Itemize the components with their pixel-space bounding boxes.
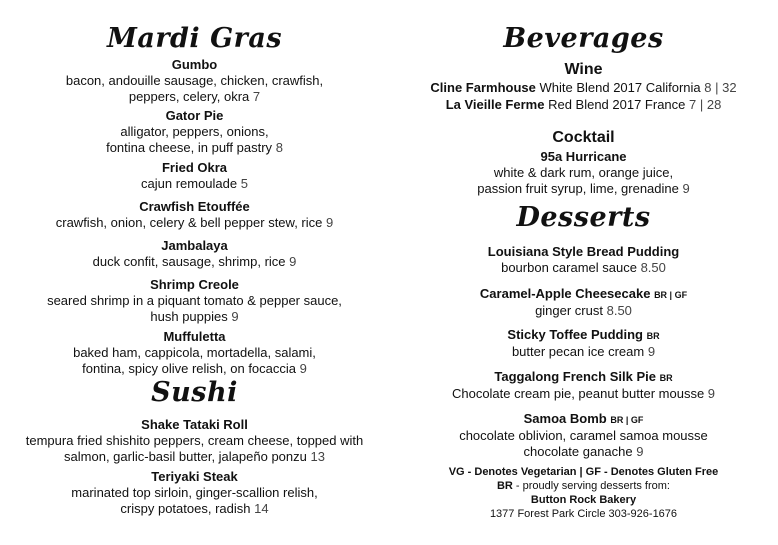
item-name: Shrimp Creole bbox=[150, 277, 239, 292]
item-desc: white & dark rum, orange juice, bbox=[493, 165, 674, 180]
item-price: 8 | 32 bbox=[704, 80, 737, 95]
menu-item-fried-okra bbox=[0, 160, 389, 192]
menu-item-samoa-bomb bbox=[389, 411, 778, 460]
item-price: 13 bbox=[310, 449, 325, 464]
item-price: 9 bbox=[647, 344, 656, 359]
item-name: Caramel-Apple Cheesecake bbox=[479, 286, 651, 301]
item-price: 5 bbox=[240, 176, 248, 191]
menu-item-sticky-toffee-pudding bbox=[389, 327, 778, 360]
footer-br-label: BR bbox=[496, 480, 513, 492]
item-price: 7 bbox=[252, 89, 261, 104]
item-desc: cajun remoulade bbox=[141, 176, 238, 191]
menu-item-crawfish-etouffee bbox=[0, 199, 389, 231]
item-desc: seared shrimp in a piquant tomato & pepper sauce, bbox=[47, 293, 342, 308]
menu-item-teriyaki-steak bbox=[0, 469, 389, 517]
item-name: Gator Pie bbox=[165, 108, 224, 123]
item-price: 7 | 28 bbox=[689, 97, 722, 112]
diet-tag: BR bbox=[659, 373, 673, 383]
item-price: 9 bbox=[289, 254, 297, 269]
menu-item-hurricane bbox=[389, 149, 778, 197]
item-desc: hush puppies bbox=[150, 309, 228, 324]
item-price: 8.50 bbox=[606, 303, 632, 318]
item-desc: crawfish, onion, celery & bell pepper stew, rice bbox=[55, 215, 323, 230]
footer-bakery: Button Rock Bakery bbox=[530, 494, 637, 506]
menu-item-gumbo bbox=[0, 57, 389, 105]
menu-item-jambalaya bbox=[0, 238, 389, 270]
item-name: Louisiana Style Bread Pudding bbox=[487, 244, 680, 259]
item-desc: chocolate oblivion, caramel samoa mousse bbox=[459, 428, 708, 443]
item-desc: bacon, andouille sausage, chicken, crawfish, bbox=[65, 73, 324, 88]
item-desc: duck confit, sausage, shrimp, rice bbox=[92, 254, 286, 269]
menu-item-gator-pie bbox=[0, 108, 389, 156]
menu-item-shake-tataki-roll bbox=[0, 417, 389, 465]
item-name: Muffuletta bbox=[163, 329, 226, 344]
item-desc: peppers, celery, okra bbox=[128, 89, 250, 104]
item-name: Fried Okra bbox=[161, 160, 228, 175]
item-desc: alligator, peppers, onions, bbox=[120, 124, 269, 139]
menu-item-bread-pudding bbox=[389, 244, 778, 276]
section-heading-mardi-gras: Mardi Gras bbox=[106, 23, 283, 54]
item-price: 9 bbox=[636, 444, 644, 459]
item-desc: tempura fried shishito peppers, cream cheese, topped with bbox=[25, 433, 364, 448]
item-desc: fontina cheese, in puff pastry bbox=[106, 140, 273, 155]
item-price: 9 bbox=[682, 181, 690, 196]
item-name: Sticky Toffee Pudding bbox=[507, 327, 643, 342]
item-name: Samoa Bomb bbox=[523, 411, 607, 426]
section-heading-beverages: Beverages bbox=[503, 23, 664, 54]
item-name: La Vieille Ferme bbox=[445, 97, 545, 112]
footer bbox=[389, 465, 778, 521]
footer-legend: VG - Denotes Vegetarian | GF - Denotes Gluten Free bbox=[448, 466, 719, 478]
item-name: Jambalaya bbox=[161, 238, 228, 253]
item-desc: salmon, garlic-basil butter, jalapeño ponzu bbox=[64, 449, 307, 464]
menu-item-caramel-apple-cheesecake bbox=[389, 286, 778, 319]
menu-item-taggalong-pie bbox=[389, 369, 778, 402]
item-desc: chocolate ganache bbox=[523, 444, 633, 459]
item-desc: ginger crust bbox=[535, 303, 603, 318]
item-desc: baked ham, cappicola, mortadella, salami, bbox=[73, 345, 316, 360]
menu-item-shrimp-creole bbox=[0, 277, 389, 325]
item-name: 95a Hurricane bbox=[540, 149, 627, 164]
item-price: 9 bbox=[326, 215, 334, 230]
diet-tag: BR | GF bbox=[610, 415, 644, 425]
item-desc: marinated top sirloin, ginger-scallion relish, bbox=[71, 485, 318, 500]
item-desc: crispy potatoes, radish bbox=[120, 501, 251, 516]
item-desc: butter pecan ice cream bbox=[511, 344, 645, 359]
item-name: Shake Tataki Roll bbox=[141, 417, 248, 432]
item-desc: Chocolate cream pie, peanut butter mousse bbox=[451, 386, 705, 401]
diet-tag: BR | GF bbox=[654, 290, 688, 300]
item-desc: Red Blend 2017 France bbox=[548, 97, 686, 112]
wine-item bbox=[389, 80, 778, 96]
footer-address: 1377 Forest Park Circle 303-926-1676 bbox=[489, 508, 678, 520]
item-price: 9 bbox=[707, 386, 716, 401]
item-price: 9 bbox=[299, 361, 307, 376]
item-name: Teriyaki Steak bbox=[151, 469, 238, 484]
item-desc: passion fruit syrup, lime, grenadine bbox=[477, 181, 679, 196]
item-name: Gumbo bbox=[171, 57, 218, 72]
wine-heading: Wine bbox=[564, 61, 603, 78]
item-name: Crawfish Etouffée bbox=[139, 199, 250, 214]
section-heading-desserts: Desserts bbox=[516, 202, 651, 233]
footer-br-text: - proudly serving desserts from: bbox=[512, 480, 670, 492]
item-name: Cline Farmhouse bbox=[430, 80, 536, 95]
item-price: 8 bbox=[275, 140, 283, 155]
item-desc: fontina, spicy olive relish, on focaccia bbox=[82, 361, 297, 376]
diet-tag: BR bbox=[646, 331, 660, 341]
item-price: 8.50 bbox=[640, 260, 666, 275]
item-desc: bourbon caramel sauce bbox=[501, 260, 637, 275]
cocktail-heading: Cocktail bbox=[552, 129, 615, 146]
section-heading-sushi: Sushi bbox=[151, 377, 238, 408]
menu-item-muffuletta bbox=[0, 329, 389, 377]
item-name: Taggalong French Silk Pie bbox=[494, 369, 656, 384]
wine-item bbox=[389, 97, 778, 113]
item-price: 9 bbox=[231, 309, 239, 324]
item-price: 14 bbox=[254, 501, 269, 516]
item-desc: White Blend 2017 California bbox=[539, 80, 701, 95]
